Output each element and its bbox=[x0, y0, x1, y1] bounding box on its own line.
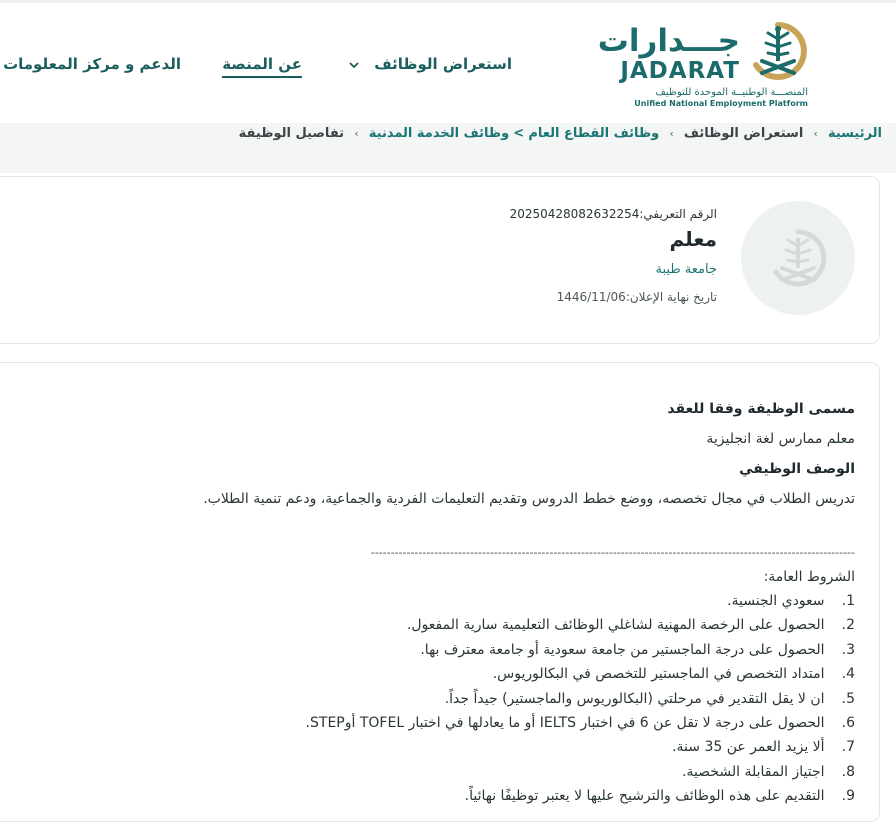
breadcrumb-separator-icon: › bbox=[813, 127, 818, 140]
breadcrumb-separator-icon: › bbox=[354, 127, 359, 140]
condition-text: ان لا يقل التقدير في مرحلتي (البكالوريوس والماجستير) جيداً جداً. bbox=[444, 690, 825, 707]
list-item bbox=[115, 589, 855, 613]
logo-arabic-tagline: المنصـــة الوطنيــة الموحدة للتوظيف bbox=[655, 87, 808, 98]
list-item bbox=[115, 687, 855, 711]
list-item bbox=[115, 711, 855, 735]
condition-number: 6. bbox=[841, 714, 855, 731]
breadcrumb-gt: > bbox=[513, 126, 525, 141]
breadcrumb-home[interactable]: الرئيسية bbox=[827, 126, 882, 141]
jadarat-emblem-icon bbox=[748, 21, 808, 83]
conditions-list bbox=[115, 589, 855, 809]
job-id-label: الرقم التعريفي: bbox=[639, 207, 717, 221]
list-item bbox=[115, 662, 855, 686]
condition-text: امتداد التخصص في الماجستير للتخصص في البكالوريوس. bbox=[492, 666, 825, 683]
condition-text: ألا يزيد العمر عن 35 سنة. bbox=[672, 739, 825, 756]
breadcrumb-public-sector[interactable]: وظائف القطاع العام bbox=[528, 126, 660, 141]
logo-arabic-name: جـــدارات bbox=[597, 23, 740, 59]
organization-placeholder-icon bbox=[768, 228, 828, 288]
job-title: معلم bbox=[669, 227, 717, 251]
breadcrumb bbox=[239, 126, 882, 141]
job-details-content bbox=[115, 393, 855, 809]
description-heading: الوصف الوظيفي bbox=[739, 461, 855, 477]
breadcrumb-separator-icon: › bbox=[669, 127, 674, 140]
list-item bbox=[115, 735, 855, 759]
breadcrumb-browse-jobs[interactable]: استعراض الوظائف bbox=[683, 126, 804, 141]
breadcrumb-current: تفاصيل الوظيفة bbox=[238, 126, 345, 141]
condition-text: الحصول على الرخصة المهنية لشاغلي الوظائف التعليمية سارية المفعول. bbox=[406, 617, 825, 634]
chevron-down-icon bbox=[349, 60, 359, 70]
nav-about[interactable]: عن المنصة bbox=[222, 55, 302, 78]
contract-title: معلم ممارس لغة انجليزية bbox=[706, 431, 855, 447]
logo-english-tagline: Unified National Employment Platform bbox=[634, 99, 808, 108]
condition-number: 4. bbox=[841, 666, 855, 683]
job-deadline bbox=[557, 290, 717, 304]
condition-text: الحصول على درجة الماجستير من جامعة سعودية أو جامعة معترف بها. bbox=[420, 641, 825, 658]
description: تدريس الطلاب في مجال تخصصه، ووضع خطط الدروس وتقديم التعليمات الفردية والجماعية، ودعم تنمية الطلاب. bbox=[203, 491, 855, 507]
condition-number: 9. bbox=[841, 788, 855, 805]
job-details-card bbox=[0, 362, 880, 822]
job-deadline-label: تاريخ نهاية الإعلان: bbox=[625, 290, 717, 304]
divider: -------------------------------------------------------------------------------------------------------------------------- bbox=[370, 546, 855, 559]
conditions-heading: الشروط العامة: bbox=[763, 569, 855, 585]
site-header bbox=[0, 0, 896, 123]
nav-browse-jobs[interactable] bbox=[349, 55, 512, 73]
condition-number: 7. bbox=[841, 739, 855, 756]
job-deadline-value: 1446/11/06 bbox=[556, 290, 626, 304]
condition-number: 2. bbox=[841, 617, 855, 634]
job-id bbox=[510, 207, 717, 221]
contract-title-heading: مسمى الوظيفة وفقا للعقد bbox=[667, 401, 855, 417]
list-item bbox=[115, 613, 855, 637]
nav-browse-jobs-label: استعراض الوظائف bbox=[374, 55, 512, 73]
jadarat-logo[interactable] bbox=[597, 21, 808, 113]
condition-text: الحصول على درجة لا تقل عن 6 في اختبار IELTS أو ما يعادلها في اختبار TOFEL أوSTEP. bbox=[305, 714, 825, 731]
condition-text: التقديم على هذه الوظائف والترشيح عليها لا يعتبر توظيفًا نهائياً. bbox=[464, 788, 825, 805]
condition-text: اجتياز المقابلة الشخصية. bbox=[681, 763, 825, 780]
list-item bbox=[115, 638, 855, 662]
condition-number: 1. bbox=[841, 593, 855, 609]
breadcrumb-civil-service[interactable]: وظائف الخدمة المدنية bbox=[368, 126, 510, 141]
nav-support-label: الدعم و مركز المعلومات bbox=[3, 55, 181, 73]
nav-support[interactable] bbox=[0, 55, 181, 73]
job-id-value: 20250428082632254 bbox=[509, 207, 640, 221]
logo-english-name: JADARAT bbox=[620, 58, 740, 84]
list-item bbox=[115, 760, 855, 784]
job-summary-card bbox=[0, 176, 880, 344]
job-organization[interactable]: جامعة طيبة bbox=[655, 262, 717, 277]
avatar bbox=[741, 201, 855, 315]
condition-number: 8. bbox=[841, 763, 855, 780]
condition-number: 3. bbox=[841, 641, 855, 658]
condition-number: 5. bbox=[841, 690, 855, 707]
condition-text: سعودي الجنسية. bbox=[727, 593, 825, 609]
